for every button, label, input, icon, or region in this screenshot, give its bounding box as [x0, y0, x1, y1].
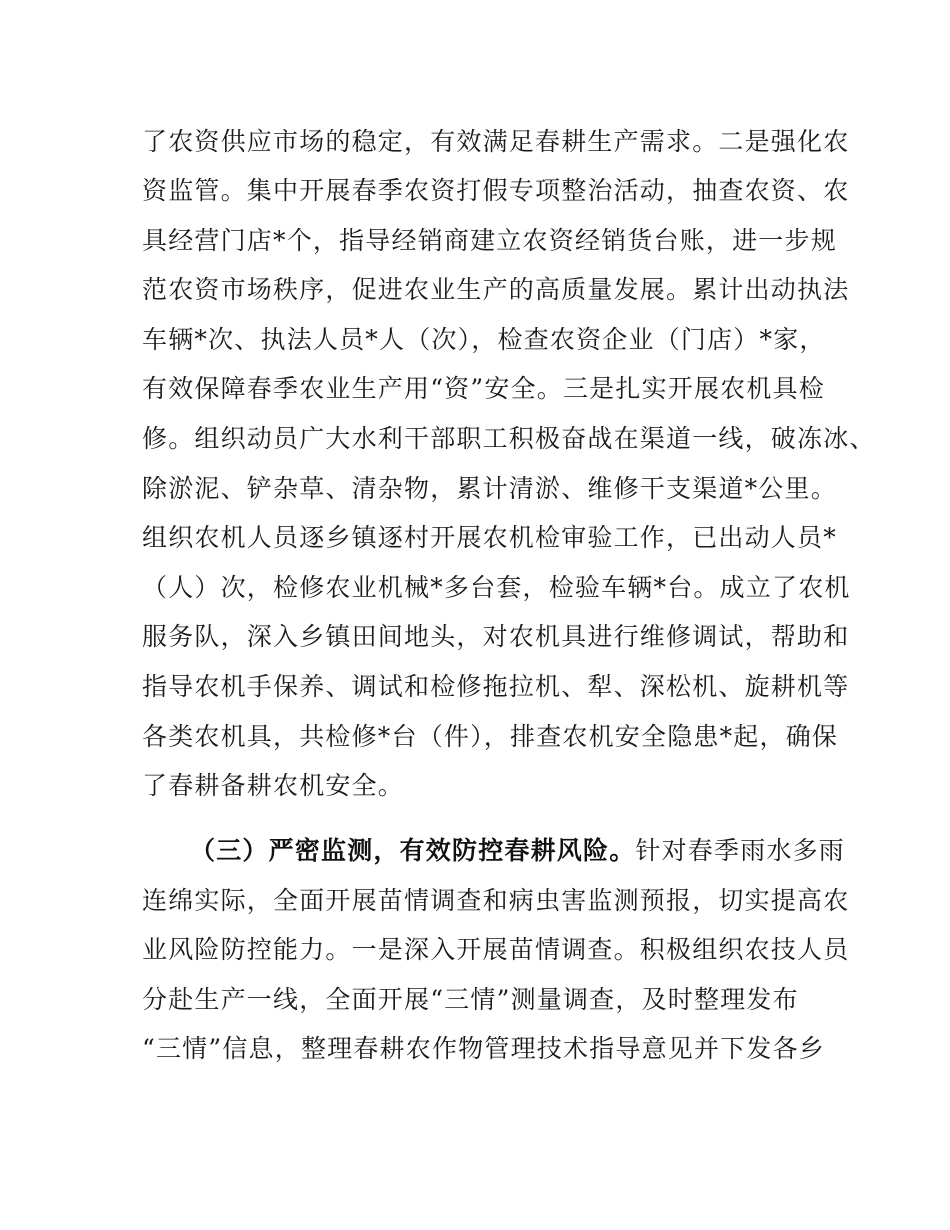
paragraph-line: 连绵实际，全面开展苗情调查和病虫害监测预报，切实提高农	[142, 886, 850, 915]
paragraph-line: “三情”信息，整理春耕农作物管理技术指导意见并下发各乡	[142, 1034, 825, 1063]
paragraph-line: 分赴生产一线，全面开展“三情”测量调查，及时整理发布	[142, 985, 799, 1014]
paragraph-line: 修。组织动员广大水利干部职工积极奋战在渠道一线，破冻冰、	[142, 424, 876, 453]
paragraph-line: 了农资供应市场的稳定，有效满足春耕生产需求。二是强化农	[142, 127, 850, 156]
section-heading: （三）严密监测，有效防控春耕风险。	[190, 836, 636, 865]
paragraph-line: 资监管。集中开展春季农资打假专项整治活动，抽查农资、农	[142, 176, 850, 205]
paragraph-line: 组织农机人员逐乡镇逐村开展农机检审验工作，已出动人员*	[142, 523, 837, 552]
paragraph-line: 服务队，深入乡镇田间地头，对农机具进行维修调试，帮助和	[142, 622, 850, 651]
paragraph-line: 业风险防控能力。一是深入开展苗情调查。积极组织农技人员	[142, 935, 850, 964]
paragraph-line: 范农资市场秩序，促进农业生产的高质量发展。累计出动执法	[142, 275, 850, 304]
paragraph-line: 各类农机具，共检修*台（件），排查农机安全隐患*起，确保	[142, 722, 839, 751]
paragraph-line: 除淤泥、铲杂草、清杂物，累计清淤、维修干支渠道*公里。	[142, 474, 837, 503]
paragraph-line: 具经营门店*个，指导经销商建立农资经销货台账，进一步规	[142, 226, 837, 255]
paragraph-line: 车辆*次、执法人员*人（次），检查农资企业（门店）*家，	[142, 325, 826, 354]
paragraph-line: （人）次，检修农业机械*多台套，检验车辆*台。成立了农机	[142, 573, 851, 602]
paragraph-line: 指导农机手保养、调试和检修拖拉机、犁、深松机、旋耕机等	[142, 672, 850, 701]
paragraph-line: 了春耕备耕农机安全。	[142, 771, 405, 800]
section-heading-line	[190, 831, 845, 871]
section-heading-continuation: 针对春季雨水多雨	[635, 836, 846, 865]
paragraph-line: 有效保障春季农业生产用“资”安全。三是扎实开展农机具检	[142, 374, 825, 403]
